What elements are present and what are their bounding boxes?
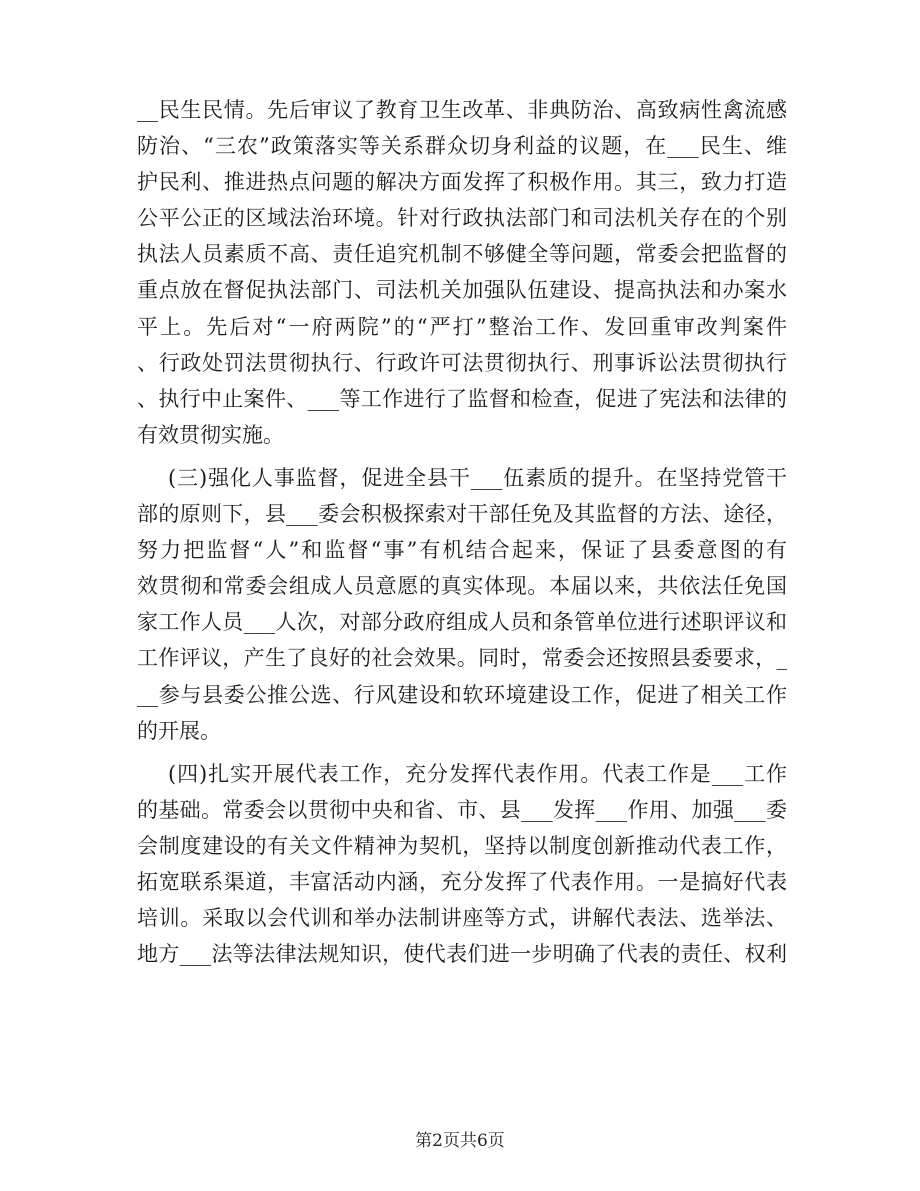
text-line: 工作评议，产生了良好的社会效果。同时，常委会还按照县委要求，_: [137, 646, 787, 671]
text-line: 培训。采取以会代训和举办法制讲座等方式，讲解代表法、选举法、: [137, 906, 787, 931]
text-line: 的基础。常委会以贯彻中央和省、市、县___发挥___作用、加强___委: [137, 797, 787, 822]
text-line: __参与县委公推公选、行风建设和软环境建设工作，促进了相关工作: [137, 682, 787, 707]
text-line: 、行政处罚法贯彻执行、行政许可法贯彻执行、刑事诉讼法贯彻执行: [137, 350, 787, 375]
text-line: 重点放在督促执法部门、司法机关加强队伍建设、提高执法和办案水: [137, 278, 787, 303]
text-line: 地方___法等法律法规知识，使代表们进一步明确了代表的责任、权利: [137, 942, 787, 967]
text-line: 努力把监督“人”和监督“事”有机结合起来，保证了县委意图的有: [137, 538, 787, 563]
document-body: [137, 92, 787, 972]
text-line: 的开展。: [137, 718, 221, 743]
text-line: 部的原则下，县___委会积极探索对干部任免及其监督的方法、途径，: [137, 502, 787, 527]
text-line: 家工作人员___人次，对部分政府组成人员和条管单位进行述职评议和: [137, 610, 787, 635]
text-line: 有效贯彻实施。: [137, 422, 284, 447]
text-line: 拓宽联系渠道，丰富活动内涵，充分发挥了代表作用。一是搞好代表: [137, 869, 787, 894]
text-line: 平上。先后对“一府两院”的“严打”整治工作、发回重审改判案件: [137, 314, 787, 339]
text-line: 公平公正的区域法治环境。针对行政执法部门和司法机关存在的个别: [137, 206, 787, 231]
text-line: 护民利、推进热点问题的解决方面发挥了积极作用。其三，致力打造: [137, 170, 787, 195]
text-line: 执法人员素质不高、责任追究机制不够健全等问题，常委会把监督的: [137, 242, 787, 267]
text-line: __民生民情。先后审议了教育卫生改革、非典防治、高致病性禽流感: [137, 98, 787, 122]
text-line: (三)强化人事监督，促进全县干___伍素质的提升。在坚持党管干: [168, 465, 787, 490]
text-line: 效贯彻和常委会组成人员意愿的真实体现。本届以来，共依法任免国: [137, 574, 787, 599]
text-line: 防治、“三农”政策落实等关系群众切身利益的议题，在___民生、维: [137, 134, 787, 159]
text-line: 会制度建设的有关文件精神为契机，坚持以制度创新推动代表工作，: [137, 833, 787, 858]
paragraph-gap: [137, 749, 787, 756]
page-footer: 第2页共6页: [415, 1131, 505, 1151]
text-line: (四)扎实开展代表工作，充分发挥代表作用。代表工作是___工作: [168, 761, 787, 786]
paragraph-gap: [137, 453, 787, 460]
text-line: 、执行中止案件、___等工作进行了监督和检查，促进了宪法和法律的: [137, 386, 787, 411]
